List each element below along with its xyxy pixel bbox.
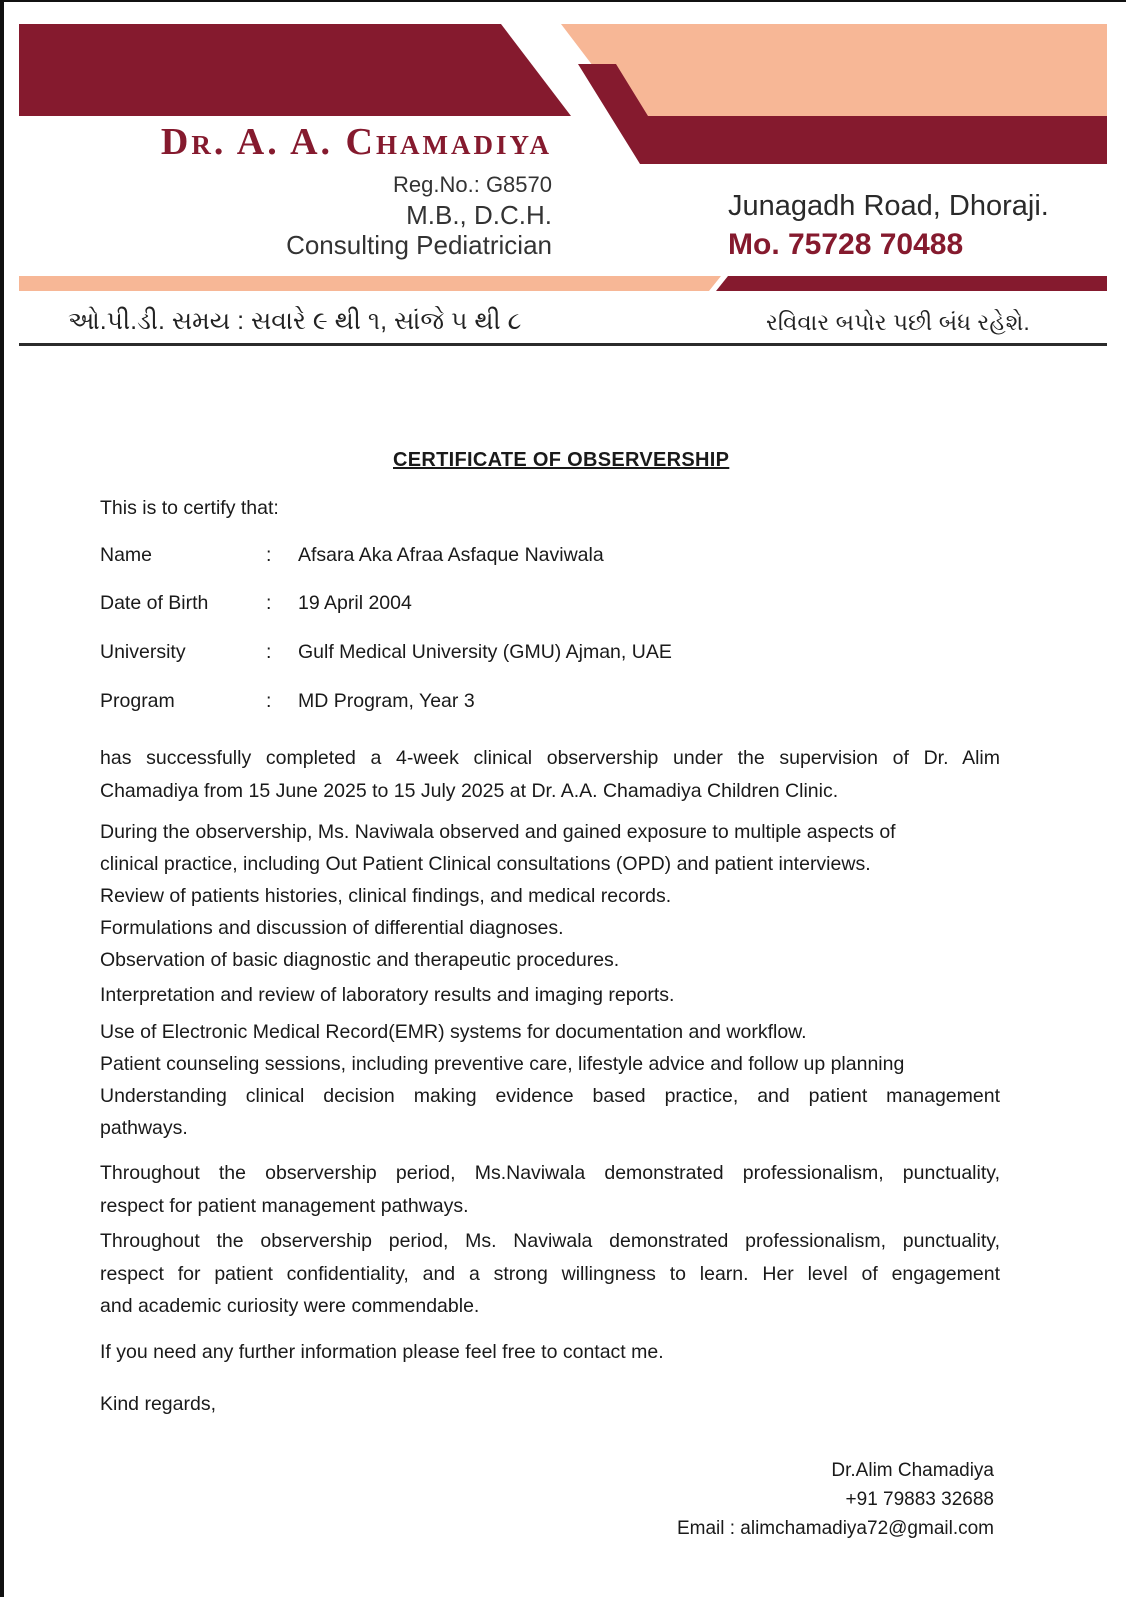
- field-label: University: [100, 641, 186, 663]
- qualification: M.B., D.C.H.: [406, 200, 552, 230]
- left-edge: [0, 0, 4, 1597]
- header-band-peach: [561, 24, 1107, 116]
- exposure-paragraph: [100, 816, 1000, 976]
- clinic-mobile: Mo. 75728 70488: [728, 228, 964, 261]
- divider-strip-peach: [19, 276, 721, 291]
- paragraph-line: Understanding clinical decision making evidence based practice, and patient management: [100, 1085, 1000, 1107]
- paragraph-line: Observation of basic diagnostic and therapeutic procedures.: [100, 949, 620, 971]
- field-value: Afsara Aka Afraa Asfaque Naviwala: [298, 544, 604, 566]
- field-value: Gulf Medical University (GMU) Ajman, UAE: [298, 641, 672, 663]
- paragraph-line: If you need any further information please feel free to contact me.: [100, 1341, 664, 1363]
- paragraph-line: clinical practice, including Out Patient Clinical consultations (OPD) and patient interviews.: [100, 853, 871, 875]
- signatory-phone: +91 79883 32688: [845, 1489, 994, 1510]
- paragraph-line: Throughout the observership period, Ms. Naviwala demonstrated professionalism, punctuality,: [100, 1230, 1000, 1252]
- registration-number: Reg.No.: G8570: [393, 172, 552, 197]
- paragraph-line: respect for patient confidentiality, and a strong willingness to learn. Her level of engagement: [100, 1262, 1000, 1285]
- header-rule: [19, 343, 1107, 346]
- field-label: Date of Birth: [100, 592, 209, 614]
- field-colon: :: [266, 641, 272, 663]
- paragraph-line: respect for patient management pathways.: [100, 1194, 469, 1217]
- header-band-maroon: [19, 24, 571, 116]
- exposure-paragraph-continued: [100, 1016, 1000, 1144]
- paragraph-line: Review of patients histories, clinical findings, and medical records.: [100, 885, 672, 907]
- closing: [100, 1388, 1000, 1421]
- sunday-note: રવિવાર બપોર પછી બંધ રહેશે.: [766, 309, 1030, 335]
- field-colon: :: [266, 592, 272, 614]
- completion-paragraph: [100, 742, 1000, 807]
- doctor-name: Dr. A. A. Chamadiya: [160, 121, 552, 163]
- field-value: MD Program, Year 3: [298, 690, 475, 712]
- signatory-name: Dr.Alim Chamadiya: [831, 1460, 994, 1481]
- divider-strip-maroon: [716, 276, 1107, 291]
- paragraph-line: and academic curiosity were commendable.: [100, 1295, 480, 1317]
- paragraph-line: Formulations and discussion of differential diagnoses.: [100, 917, 564, 939]
- field-label: Program: [100, 690, 175, 712]
- paragraph-line: During the observership, Ms. Naviwala observed and gained exposure to multiple aspects of: [100, 821, 896, 843]
- paragraph-line: pathways.: [100, 1117, 188, 1139]
- field-colon: :: [266, 544, 272, 566]
- field-colon: :: [266, 690, 272, 712]
- exposure-item: [100, 979, 1000, 1012]
- paragraph-line: Chamadiya from 15 June 2025 to 15 July 2025 at Dr. A.A. Chamadiya Children Clinic.: [100, 779, 839, 802]
- conduct-paragraph: [100, 1157, 1000, 1222]
- clinic-address: Junagadh Road, Dhoraji.: [728, 190, 1049, 222]
- paragraph-line: Patient counseling sessions, including preventive care, lifestyle advice and follow up planning: [100, 1053, 905, 1075]
- contact-note: [100, 1336, 1000, 1369]
- opd-timing: ઓ.પી.ડી. સમય : સવારે ૯ થી ૧, સાંજે ૫ થી ૮: [68, 307, 522, 335]
- top-edge: [0, 0, 1126, 2]
- signatory-email: Email : alimchamadiya72@gmail.com: [676, 1518, 994, 1539]
- field-label: Name: [100, 544, 153, 566]
- paragraph-line: has successfully completed a 4-week clinical observership under the supervision of Dr. Alim: [100, 747, 1000, 769]
- paragraph-line: Throughout the observership period, Ms.Naviwala demonstrated professionalism, punctuality,: [100, 1162, 1000, 1184]
- certificate-title: CERTIFICATE OF OBSERVERSHIP: [393, 449, 730, 471]
- specialty: Consulting Pediatrician: [286, 230, 552, 260]
- paragraph-line: Interpretation and review of laboratory results and imaging reports.: [100, 984, 675, 1006]
- paragraph-line: Kind regards,: [100, 1393, 216, 1415]
- field-value: 19 April 2004: [298, 592, 412, 614]
- certificate-intro: This is to certify that:: [100, 497, 279, 519]
- paragraph-line: Use of Electronic Medical Record(EMR) systems for documentation and workflow.: [100, 1021, 807, 1043]
- conduct-paragraph-2: [100, 1225, 1000, 1323]
